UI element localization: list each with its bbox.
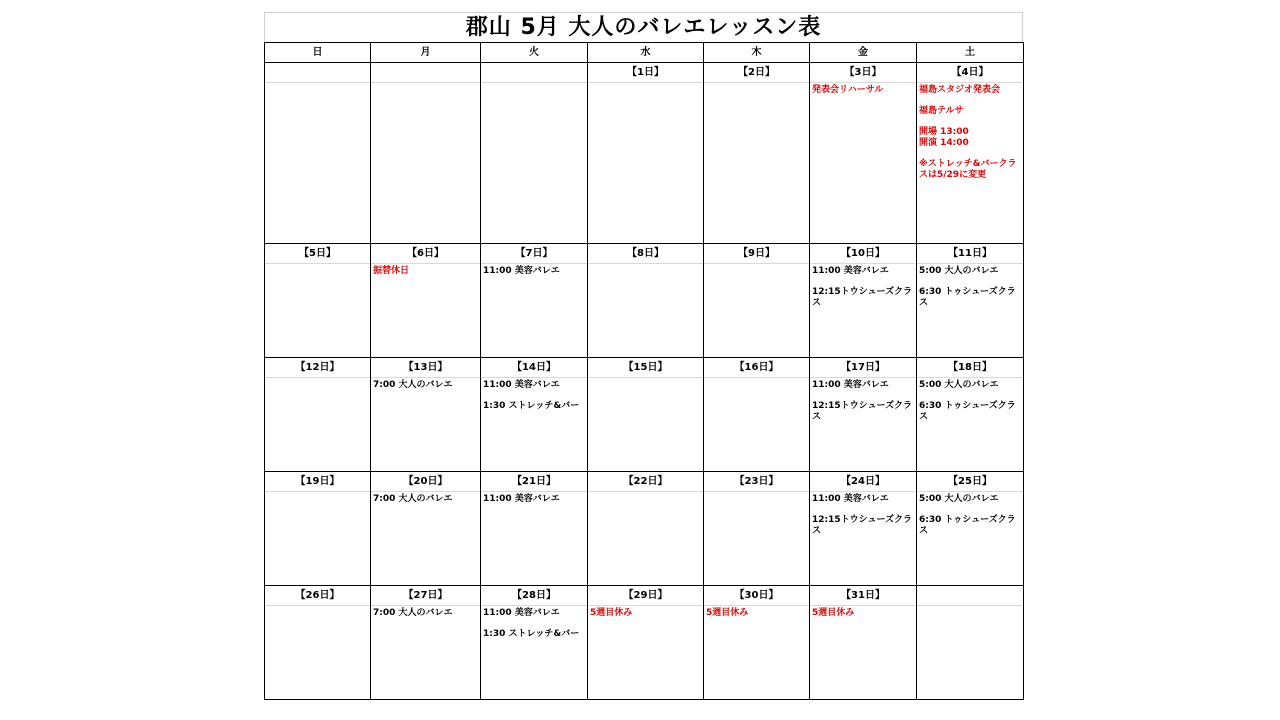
day-cell [588,358,704,472]
day-date-label: 【7日】 [481,244,587,264]
day-cell [588,472,704,586]
day-cell [588,63,704,244]
lesson-note: 開場 13:00 開演 14:00 [919,127,969,148]
weekday-tue: 火 [481,43,588,63]
day-cell [810,586,917,700]
day-date-label: 【23日】 [704,472,809,492]
week-row [265,358,1024,472]
lesson-note: 5:00 大人のバレエ [919,266,999,276]
calendar-table [264,42,1024,700]
day-cell [704,63,810,244]
schedule-sheet [264,12,1023,700]
lesson-note: 7:00 大人のバレエ [373,494,453,504]
day-date-label: 【9日】 [704,244,809,264]
weekday-mon: 月 [371,43,481,63]
day-cell [704,244,810,358]
day-cell [371,358,481,472]
lesson-note: 6:30 トゥシューズクラス [919,287,1016,308]
day-cell [371,63,481,244]
day-cell [265,586,371,700]
day-cell [704,586,810,700]
day-date-label: 【14日】 [481,358,587,378]
day-cell [265,244,371,358]
day-date-label: 【12日】 [265,358,370,378]
day-date-label: 【4日】 [917,63,1023,83]
day-date-label: 【6日】 [371,244,480,264]
day-date-label: 【21日】 [481,472,587,492]
day-date-label: 【8日】 [588,244,703,264]
day-cell [481,358,588,472]
weekday-sat: 土 [917,43,1024,63]
lesson-note: 5:00 大人のバレエ [919,494,999,504]
lesson-note: 5:00 大人のバレエ [919,380,999,390]
day-date-label [481,63,587,83]
lesson-note: 振替休日 [373,266,410,276]
lesson-note: 11:00 美容バレエ [483,608,560,618]
lesson-note: 11:00 美容バレエ [483,266,560,276]
day-date-label: 【13日】 [371,358,480,378]
day-date-label: 【22日】 [588,472,703,492]
lesson-note: 11:00 美容バレエ [812,380,889,390]
weekday-fri: 金 [810,43,917,63]
day-cell [917,63,1024,244]
day-date-label: 【2日】 [704,63,809,83]
day-date-label: 【18日】 [917,358,1023,378]
day-date-label: 【28日】 [481,586,587,606]
day-cell [371,244,481,358]
day-date-label: 【27日】 [371,586,480,606]
lesson-note: 11:00 美容バレエ [483,380,560,390]
day-date-label: 【3日】 [810,63,916,83]
day-cell [810,358,917,472]
lesson-note: 11:00 美容バレエ [483,494,560,504]
weekday-wed: 水 [588,43,704,63]
day-date-label: 【17日】 [810,358,916,378]
lesson-note: 5週目休み [706,608,749,618]
lesson-note: 6:30 トゥシューズクラス [919,515,1016,536]
day-date-label: 【19日】 [265,472,370,492]
lesson-note: 12:15トウシューズクラス [812,287,913,308]
lesson-note: ※ストレッチ&バークラスは5/29に変更 [919,159,1017,180]
day-date-label: 【25日】 [917,472,1023,492]
day-cell [588,586,704,700]
week-row [265,586,1024,700]
lesson-note: 5週目休み [590,608,633,618]
lesson-note: 12:15トウシューズクラス [812,515,913,536]
day-date-label [265,63,370,83]
lesson-note: 7:00 大人のバレエ [373,608,453,618]
day-date-label: 【10日】 [810,244,916,264]
weekday-header-row [265,43,1024,63]
day-date-label: 【11日】 [917,244,1023,264]
day-cell [481,586,588,700]
week-row [265,472,1024,586]
day-cell [704,472,810,586]
day-date-label: 【29日】 [588,586,703,606]
week-row [265,63,1024,244]
day-cell [810,63,917,244]
day-cell [917,472,1024,586]
day-cell [481,244,588,358]
day-date-label: 【31日】 [810,586,916,606]
lesson-note: 5週目休み [812,608,855,618]
day-date-label: 【15日】 [588,358,703,378]
day-cell [917,358,1024,472]
lesson-note: 1:30 ストレッチ&バー [483,629,580,639]
day-date-label [371,63,480,83]
day-cell [588,244,704,358]
lesson-note: 11:00 美容バレエ [812,494,889,504]
lesson-note: 発表会リハーサル [812,85,884,95]
day-cell [371,472,481,586]
day-cell [265,472,371,586]
day-cell [917,244,1024,358]
day-date-label: 【20日】 [371,472,480,492]
weekday-sun: 日 [265,43,371,63]
day-cell [917,586,1024,700]
day-date-label: 【1日】 [588,63,703,83]
lesson-note: 1:30 ストレッチ&バー [483,401,580,411]
day-date-label [917,586,1023,606]
day-date-label: 【26日】 [265,586,370,606]
lesson-note: 福島テルサ [919,106,964,116]
lesson-note: 6:30 トゥシューズクラス [919,401,1016,422]
day-date-label: 【16日】 [704,358,809,378]
lesson-note: 12:15トウシューズクラス [812,401,913,422]
weekday-thu: 木 [704,43,810,63]
day-cell [371,586,481,700]
week-row [265,244,1024,358]
lesson-note: 11:00 美容バレエ [812,266,889,276]
day-date-label: 【30日】 [704,586,809,606]
day-cell [481,472,588,586]
day-date-label: 【5日】 [265,244,370,264]
day-cell [810,244,917,358]
day-cell [265,63,371,244]
day-cell [481,63,588,244]
day-cell [810,472,917,586]
page-title: 郡山 5月 大人のバレエレッスン表 [264,12,1023,42]
day-date-label: 【24日】 [810,472,916,492]
lesson-note: 福島スタジオ発表会 [919,85,1001,95]
day-cell [704,358,810,472]
lesson-note: 7:00 大人のバレエ [373,380,453,390]
day-cell [265,358,371,472]
